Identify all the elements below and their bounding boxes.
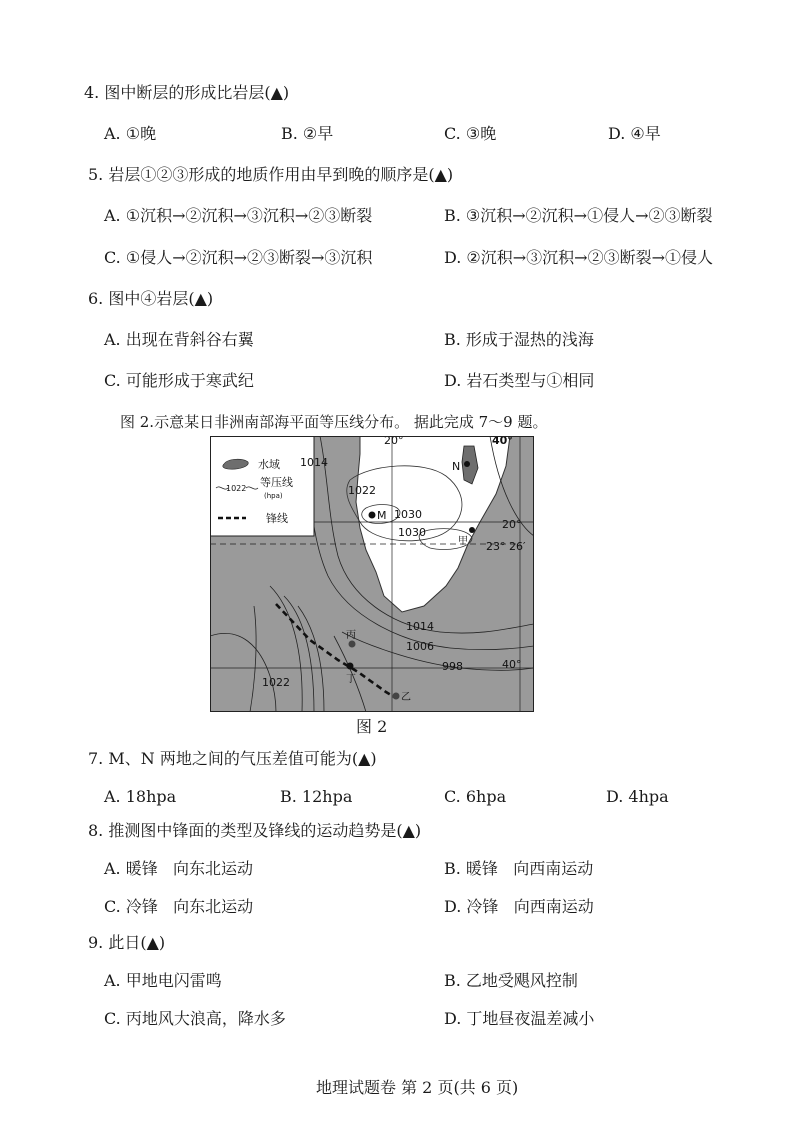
question-7-stem: 7. M、N 两地之间的气压差值可能为(▲) <box>88 749 377 768</box>
point-n-label: N <box>452 460 461 473</box>
lon-label-40: 40° <box>492 436 513 447</box>
question-4-option-c[interactable]: C. ③晚 <box>444 124 497 143</box>
question-4-option-d[interactable]: D. ④早 <box>608 124 661 143</box>
question-9-option-b[interactable]: B. 乙地受飓风控制 <box>444 971 578 990</box>
point-ding-dot <box>347 663 354 670</box>
point-yi-dot <box>393 693 400 700</box>
question-6-option-d[interactable]: D. 岩石类型与①相同 <box>444 371 595 390</box>
question-7-option-c[interactable]: C. 6hpa <box>444 787 507 806</box>
question-7-option-d[interactable]: D. 4hpa <box>606 787 669 806</box>
isobar-label-1022-left: 1022 <box>262 676 290 689</box>
question-5-option-d[interactable]: D. ②沉积→③沉积→②③断裂→①侵人 <box>444 248 713 267</box>
question-4-option-a[interactable]: A. ①晚 <box>104 124 157 143</box>
lon-label-20: 20° <box>384 436 404 447</box>
point-bing-label: 丙 <box>346 630 356 641</box>
isobar-label-1030-jia: 1030 <box>398 526 426 539</box>
isobar-label-1014-bottom: 1014 <box>406 620 434 633</box>
figure-intro: 图 2.示意某日非洲南部海平面等压线分布。 据此完成 7～9 题。 <box>120 413 548 431</box>
question-8-option-d[interactable]: D. 冷锋 向西南运动 <box>444 897 594 916</box>
question-6-option-c[interactable]: C. 可能形成于寒武纪 <box>104 371 254 390</box>
question-9-option-a[interactable]: A. 甲地电闪雷鸣 <box>104 971 222 990</box>
question-5-option-c[interactable]: C. ①侵人→②沉积→②③断裂→③沉积 <box>104 248 373 267</box>
isobar-label-1022-top: 1022 <box>348 484 376 497</box>
isobar-label-1014-top: 1014 <box>300 456 328 469</box>
lat-label-2326: 23° 26′ <box>486 540 526 553</box>
question-5-option-a[interactable]: A. ①沉积→②沉积→③沉积→②③断裂 <box>104 206 373 225</box>
question-6-option-b[interactable]: B. 形成于湿热的浅海 <box>444 330 594 349</box>
question-8-stem: 8. 推测图中锋面的类型及锋线的运动趋势是(▲) <box>88 821 422 840</box>
legend-front-label: 锋线 <box>266 512 288 525</box>
point-m-dot <box>369 512 376 519</box>
legend-isobar-value: 1022 <box>226 484 247 493</box>
question-9-option-d[interactable]: D. 丁地昼夜温差减小 <box>444 1009 595 1028</box>
question-8-option-a[interactable]: A. 暖锋 向东北运动 <box>104 859 253 878</box>
point-ding-label: 丁 <box>346 674 356 685</box>
question-4-stem: 4. 图中断层的形成比岩层(▲) <box>84 83 290 102</box>
question-7-option-b[interactable]: B. 12hpa <box>280 787 353 806</box>
isobar-map <box>210 436 534 712</box>
lat-label-40: 40° <box>502 658 522 671</box>
question-6-option-a[interactable]: A. 出现在背斜谷右翼 <box>104 330 254 349</box>
page-footer: 地理试题卷 第 2 页(共 6 页) <box>316 1078 519 1097</box>
point-jia-dot <box>469 527 475 533</box>
point-yi-label: 乙 <box>401 692 411 703</box>
question-8-option-b[interactable]: B. 暖锋 向西南运动 <box>444 859 594 878</box>
question-9-option-c[interactable]: C. 丙地风大浪高，降水多 <box>104 1009 286 1028</box>
question-9-stem: 9. 此日(▲) <box>88 933 166 952</box>
lat-label-20: 20° <box>502 518 522 531</box>
figure-caption: 图 2 <box>356 717 388 736</box>
question-7-option-a[interactable]: A. 18hpa <box>104 787 177 806</box>
isobar-label-1030-m: 1030 <box>394 508 422 521</box>
question-5-stem: 5. 岩层①②③形成的地质作用由早到晚的顺序是(▲) <box>88 165 454 184</box>
question-8-option-c[interactable]: C. 冷锋 向东北运动 <box>104 897 254 916</box>
legend-water-label: 水域 <box>258 458 280 471</box>
point-m-label: M <box>377 509 387 522</box>
question-6-stem: 6. 图中④岩层(▲) <box>88 289 214 308</box>
question-5-option-b[interactable]: B. ③沉积→②沉积→①侵人→②③断裂 <box>444 206 713 225</box>
question-4-option-b[interactable]: B. ②早 <box>281 124 334 143</box>
point-n-dot <box>464 461 470 467</box>
point-jia-label: 甲 <box>458 536 468 547</box>
legend-isobar-unit: (hpa) <box>264 492 283 500</box>
isobar-label-1006: 1006 <box>406 640 434 653</box>
point-bing-dot <box>349 641 356 648</box>
legend-isobar-label: 等压线 <box>260 476 293 489</box>
isobar-label-998: 998 <box>442 660 463 673</box>
